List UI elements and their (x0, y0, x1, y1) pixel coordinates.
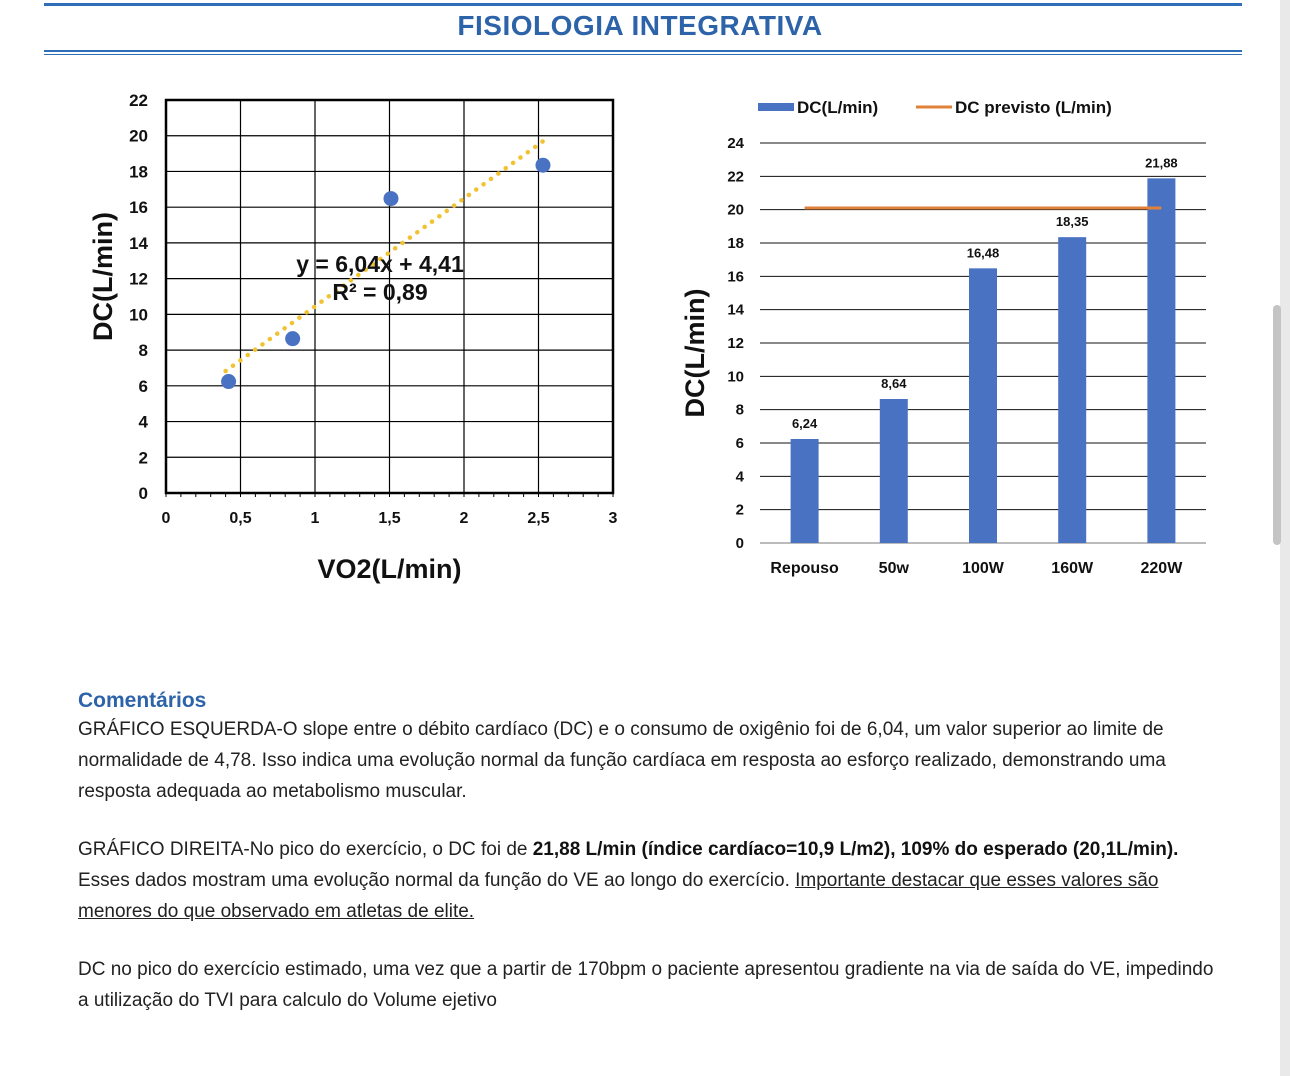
y-tick-label: 2 (138, 448, 148, 468)
bar-data-label: 8,64 (881, 376, 907, 391)
y-tick-label: 16 (129, 198, 148, 218)
bar-data-label: 6,24 (791, 416, 818, 431)
y-tick-label: 20 (727, 201, 744, 219)
scrollbar-track[interactable] (1280, 0, 1290, 1076)
comment-right-text-b: Esses dados mostram uma evolução normal da função do VE ao longo do exercício. (78, 870, 796, 891)
comment-right-underlined: Importante destacar que esses valores são menores do que observado em atletas de elite. (78, 870, 1159, 922)
scatter-chart (60, 80, 650, 600)
bar-data-label: 21,88 (1145, 155, 1178, 171)
y-tick-label: 10 (727, 368, 744, 386)
y-axis-title: DC(L/min) (88, 212, 118, 341)
bar-50w (880, 399, 908, 543)
x-category-label: 220W (1140, 560, 1183, 577)
y-tick-label: 0 (735, 535, 744, 552)
y-tick-label: 14 (129, 233, 148, 253)
y-tick-label: 10 (129, 305, 148, 325)
data-point (285, 331, 300, 346)
comment-right-chart (78, 834, 1218, 927)
y-tick-label: 14 (727, 301, 744, 319)
comment-estimation-note: DC no pico do exercício estimado, uma vez que a partir de 170bpm o paciente apresentou gradiente na via de saída do VE, impedindo a utilização do TVI para calculo do Volume ejetivo (78, 959, 1214, 1011)
legend-label-predicted: DC previsto (L/min) (955, 98, 1112, 117)
y-axis-title: DC(L/min) (680, 288, 710, 418)
legend-label-dc: DC(L/min) (797, 98, 879, 117)
comments-section (78, 688, 1218, 1016)
trendline-r2: R² = 0,89 (332, 279, 428, 305)
y-tick-label: 16 (727, 268, 744, 286)
legend-swatch-dc (758, 103, 794, 111)
y-tick-label: 22 (727, 168, 744, 186)
bar-220w (1147, 178, 1175, 543)
bar-100w (969, 268, 997, 543)
x-category-label: 160W (1051, 560, 1094, 577)
x-tick-label: 0 (161, 510, 171, 527)
x-axis-title: VO2(L/min) (317, 554, 462, 584)
y-tick-label: 12 (727, 335, 744, 352)
y-tick-label: 8 (735, 401, 744, 419)
comment-right-highlight: 21,88 L/min (índice cardíaco=10,9 L/m2), 109% do esperado (20,1L/min). (532, 839, 1179, 860)
header-rule-bottom-thin (44, 54, 1242, 55)
y-tick-label: 6 (735, 435, 744, 452)
data-point (535, 158, 550, 173)
y-tick-label: 18 (129, 162, 148, 182)
y-tick-label: 22 (129, 91, 148, 110)
comments-heading: Comentários (78, 689, 207, 712)
y-tick-label: 24 (727, 135, 744, 152)
page-title: FISIOLOGIA INTEGRATIVA (457, 10, 823, 41)
comment-right-text-a: GRÁFICO DIREITA-No pico do exercício, o DC foi de (78, 839, 533, 860)
x-tick-label: 0,5 (229, 510, 252, 527)
y-tick-label: 4 (138, 412, 148, 432)
y-tick-label: 0 (138, 484, 148, 503)
header-rule-top (44, 3, 1242, 6)
comment-left-chart: GRÁFICO ESQUERDA-O slope entre o débito cardíaco (DC) e o consumo de oxigênio foi de 6,04, um valor superior ao limite de normalidade de 4,78. Isso indica uma evolução normal da função cardíaca em resposta ao esforço realizado, demonstrando uma resposta adequada ao metabolismo muscular. (78, 719, 1166, 802)
x-category-label: Repouso (770, 560, 839, 577)
y-tick-label: 2 (735, 501, 744, 519)
y-tick-label: 12 (129, 269, 148, 289)
bar-data-label: 16,48 (966, 245, 1000, 261)
data-point (383, 191, 398, 206)
bar-chart (660, 80, 1250, 600)
x-tick-label: 3 (608, 510, 618, 527)
x-tick-label: 2 (459, 510, 469, 527)
x-category-label: 100W (962, 560, 1004, 577)
bar-data-label: 18,35 (1055, 214, 1089, 230)
bar-repouso (791, 439, 819, 543)
y-tick-label: 8 (138, 341, 148, 361)
bar-160w (1058, 237, 1086, 543)
x-tick-label: 1 (310, 510, 320, 527)
x-tick-label: 2,5 (527, 510, 550, 527)
y-tick-label: 6 (138, 376, 148, 396)
x-tick-label: 1,5 (378, 510, 401, 527)
data-point (221, 374, 236, 389)
x-category-label: 50w (878, 560, 909, 577)
trendline-equation: y = 6,04x + 4,41 (296, 251, 464, 277)
header-rule-bottom (44, 50, 1242, 52)
scrollbar-thumb[interactable] (1273, 305, 1281, 545)
y-tick-label: 20 (129, 126, 148, 146)
y-tick-label: 4 (735, 468, 744, 486)
y-tick-label: 18 (727, 235, 744, 252)
